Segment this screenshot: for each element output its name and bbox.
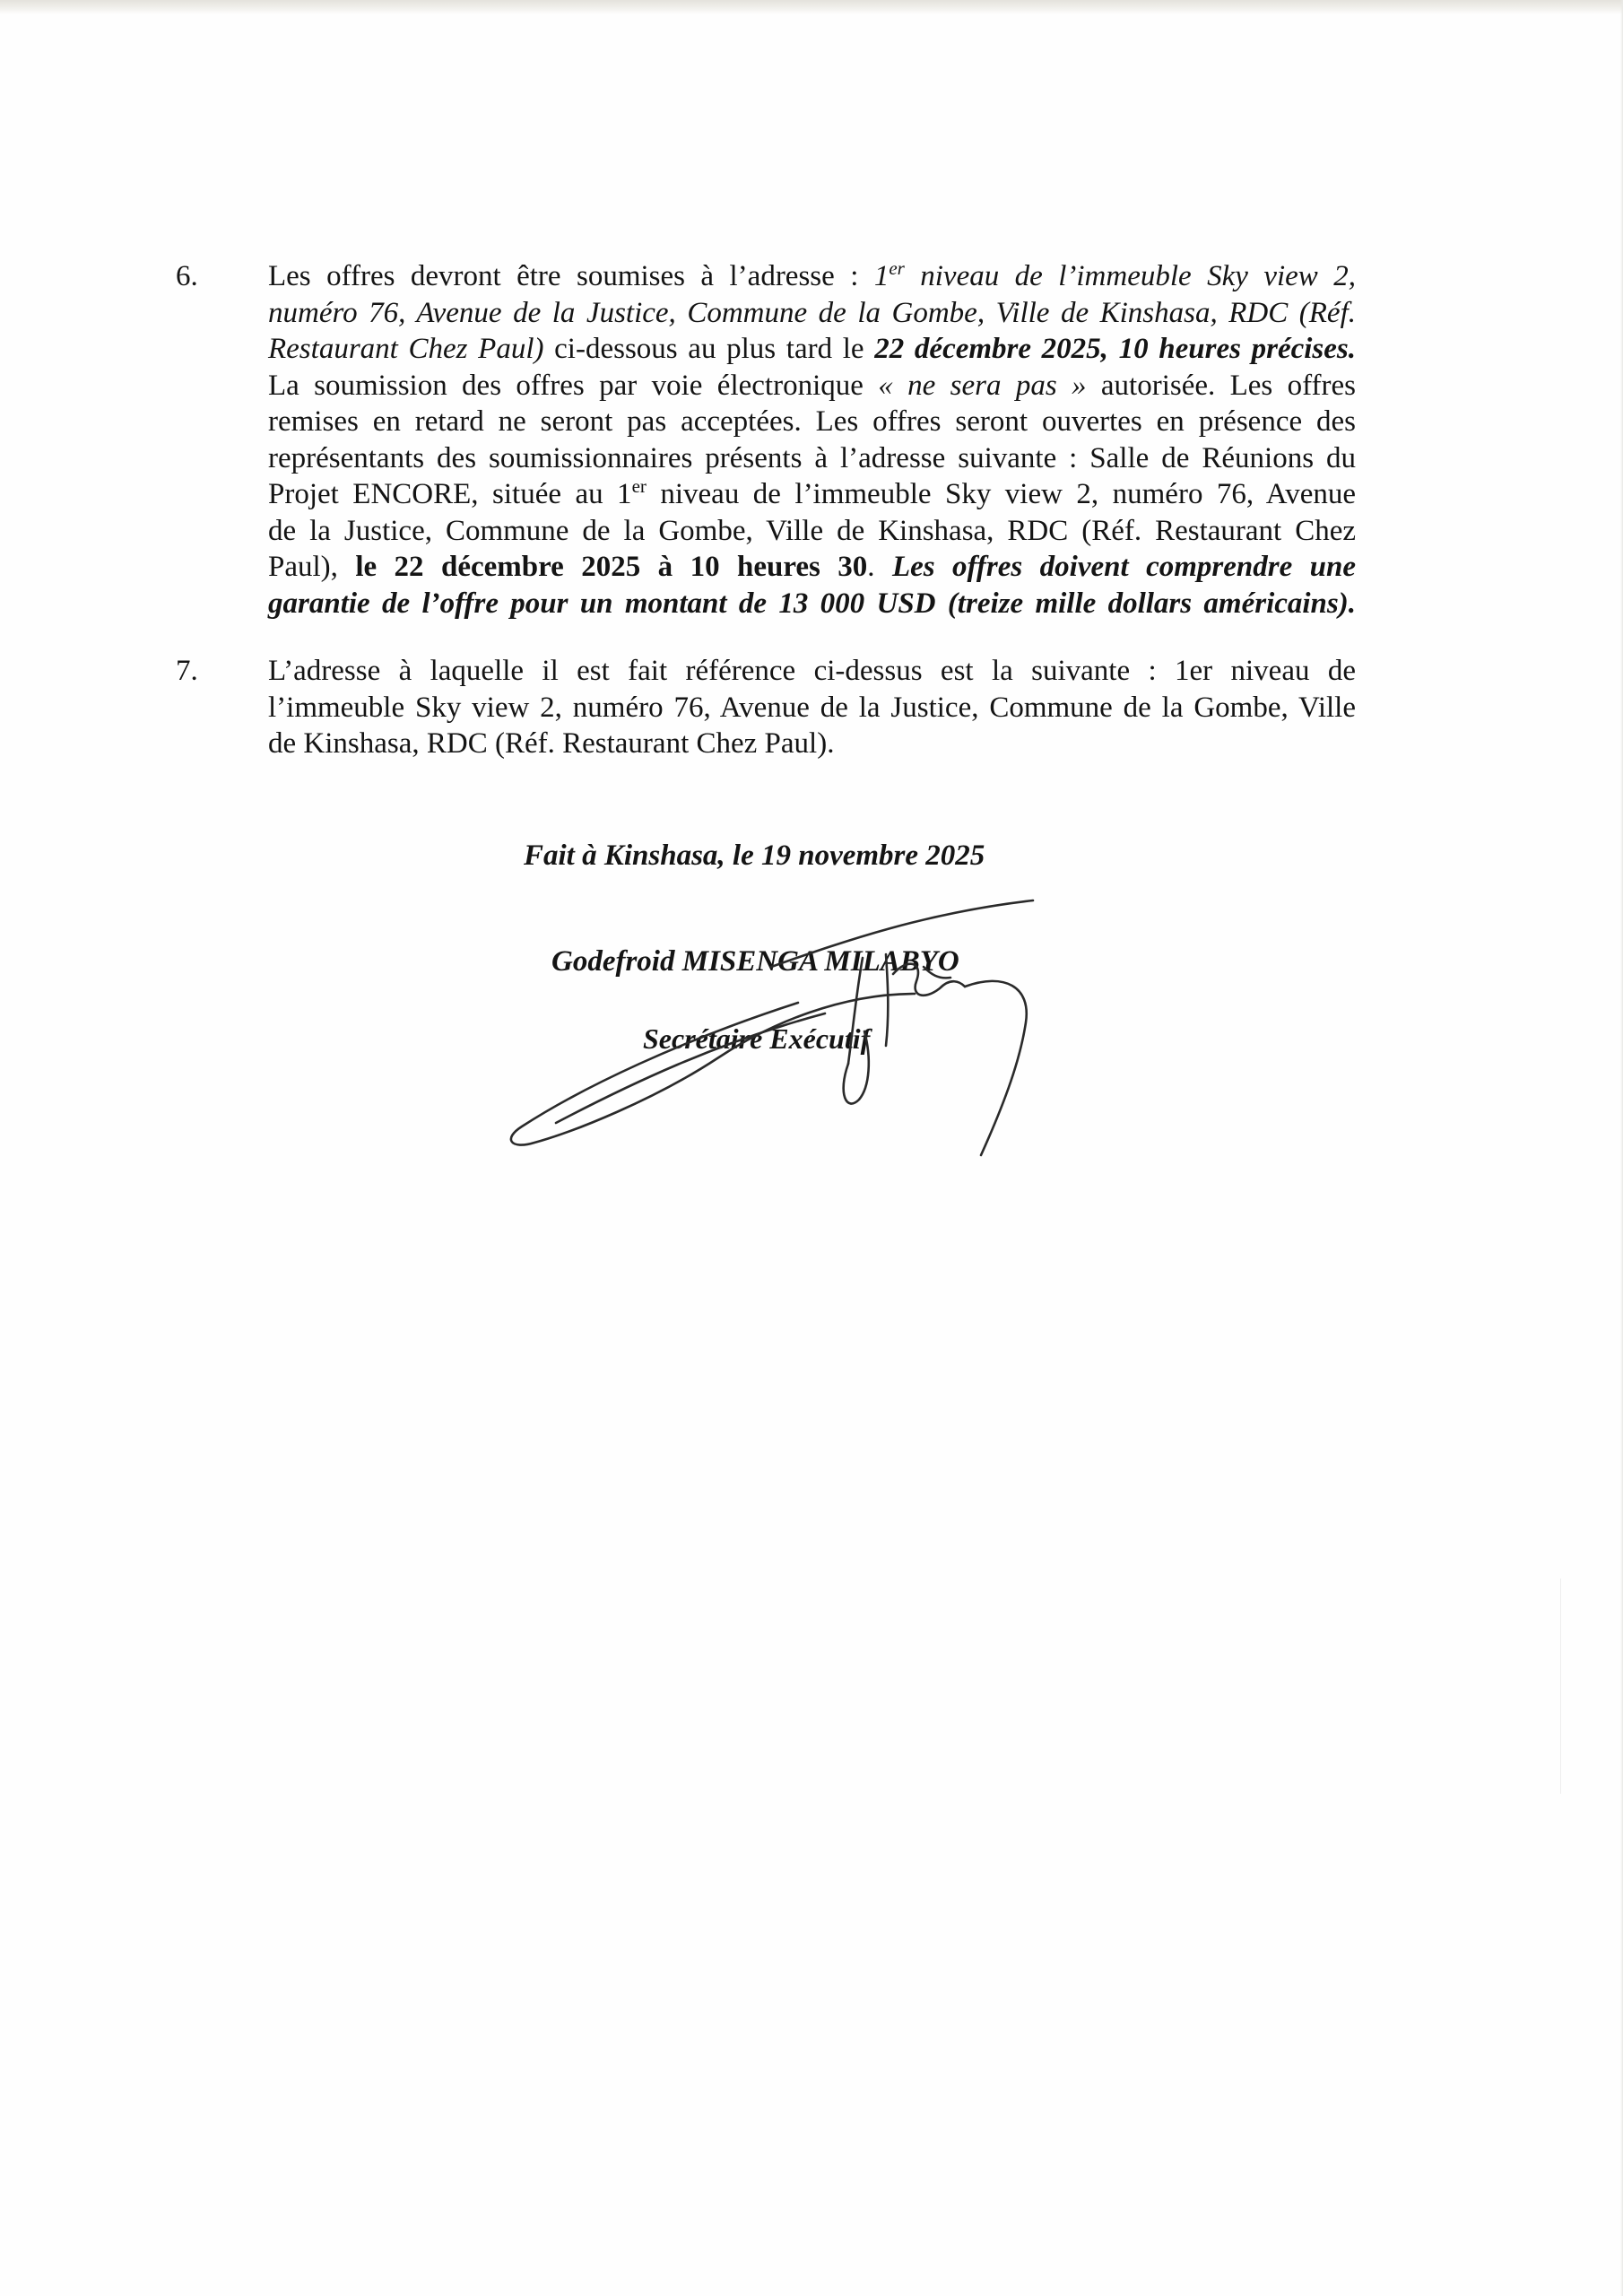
item-7-line	[268, 653, 1356, 690]
item-7-paragraph	[268, 653, 1356, 762]
text-segment: ci-dessous au plus tard le	[543, 333, 875, 365]
text-segment: 22 décembre 2025, 10 heures précises.	[874, 333, 1356, 365]
item-6-line	[268, 368, 1356, 404]
item-7-line	[268, 726, 1356, 762]
text-segment: garantie de l’offre pour un montant de 13 000 USD (treize mille dollars américains).	[268, 587, 1356, 620]
item-7-number: 7.	[176, 655, 198, 687]
item-6-line	[268, 331, 1356, 368]
item-6-line	[268, 586, 1356, 622]
place-and-date: Fait à Kinshasa, le 19 novembre 2025	[524, 839, 985, 872]
item-6-line	[268, 404, 1356, 440]
signer-title: Secrétaire Exécutif	[643, 1022, 871, 1055]
handwritten-signature	[502, 888, 1058, 1166]
item-6-line	[268, 295, 1356, 332]
text-segment: 1	[873, 260, 890, 292]
item-6-line	[268, 476, 1356, 513]
text-segment: remises en retard ne seront pas acceptées. Les offres seront ouvertes en présence des	[268, 405, 1356, 438]
text-segment: niveau de l’immeuble Sky view 2,	[904, 260, 1356, 292]
text-segment: numéro 76, Avenue de la Justice, Commune de la Gombe, Ville de Kinshasa, RDC (Réf.	[268, 296, 1356, 329]
scan-edge-top	[0, 0, 1623, 14]
item-6-line	[268, 258, 1356, 295]
text-segment: le 22 décembre 2025 à 10 heures 30	[355, 551, 868, 583]
text-segment: Projet ENCORE, située au 1	[268, 478, 632, 510]
text-segment: de la Justice, Commune de la Gombe, Ville de Kinshasa, RDC (Réf. Restaurant Chez	[268, 514, 1356, 547]
item-6-number: 6.	[176, 260, 198, 292]
text-segment: Paul),	[268, 551, 356, 583]
scan-artifact-line	[1560, 1578, 1561, 1794]
text-segment: niveau de l’immeuble Sky view 2, numéro 76, Avenue	[646, 478, 1356, 510]
signer-name: Godefroid MISENGA MILABYO	[551, 945, 959, 978]
text-segment: .	[867, 551, 892, 583]
item-6-line	[268, 513, 1356, 550]
text-segment: « ne sera pas »	[878, 369, 1087, 402]
text-segment: Les offres doivent comprendre une	[891, 551, 1356, 583]
item-7-line	[268, 690, 1356, 726]
text-segment: l’immeuble Sky view 2, numéro 76, Avenue de la Justice, Commune de la Gombe, Ville	[268, 691, 1356, 724]
text-segment: La soumission des offres par voie électronique	[268, 369, 879, 402]
text-segment: er	[631, 475, 647, 497]
text-segment: autorisée. Les offres	[1086, 369, 1356, 402]
text-segment: de Kinshasa, RDC (Réf. Restaurant Chez Paul).	[268, 727, 835, 760]
text-segment: er	[889, 257, 905, 279]
text-segment: L’adresse à laquelle il est fait référence ci-dessus est la suivante : 1er niveau de	[268, 655, 1356, 687]
text-segment: Restaurant Chez Paul)	[268, 333, 544, 365]
item-6-line	[268, 440, 1356, 477]
text-segment: Les offres devront être soumises à l’adresse :	[268, 260, 874, 292]
item-6-line	[268, 549, 1356, 586]
item-6-paragraph	[268, 258, 1356, 622]
text-segment: représentants des soumissionnaires présents à l’adresse suivante : Salle de Réunions du	[268, 441, 1356, 474]
